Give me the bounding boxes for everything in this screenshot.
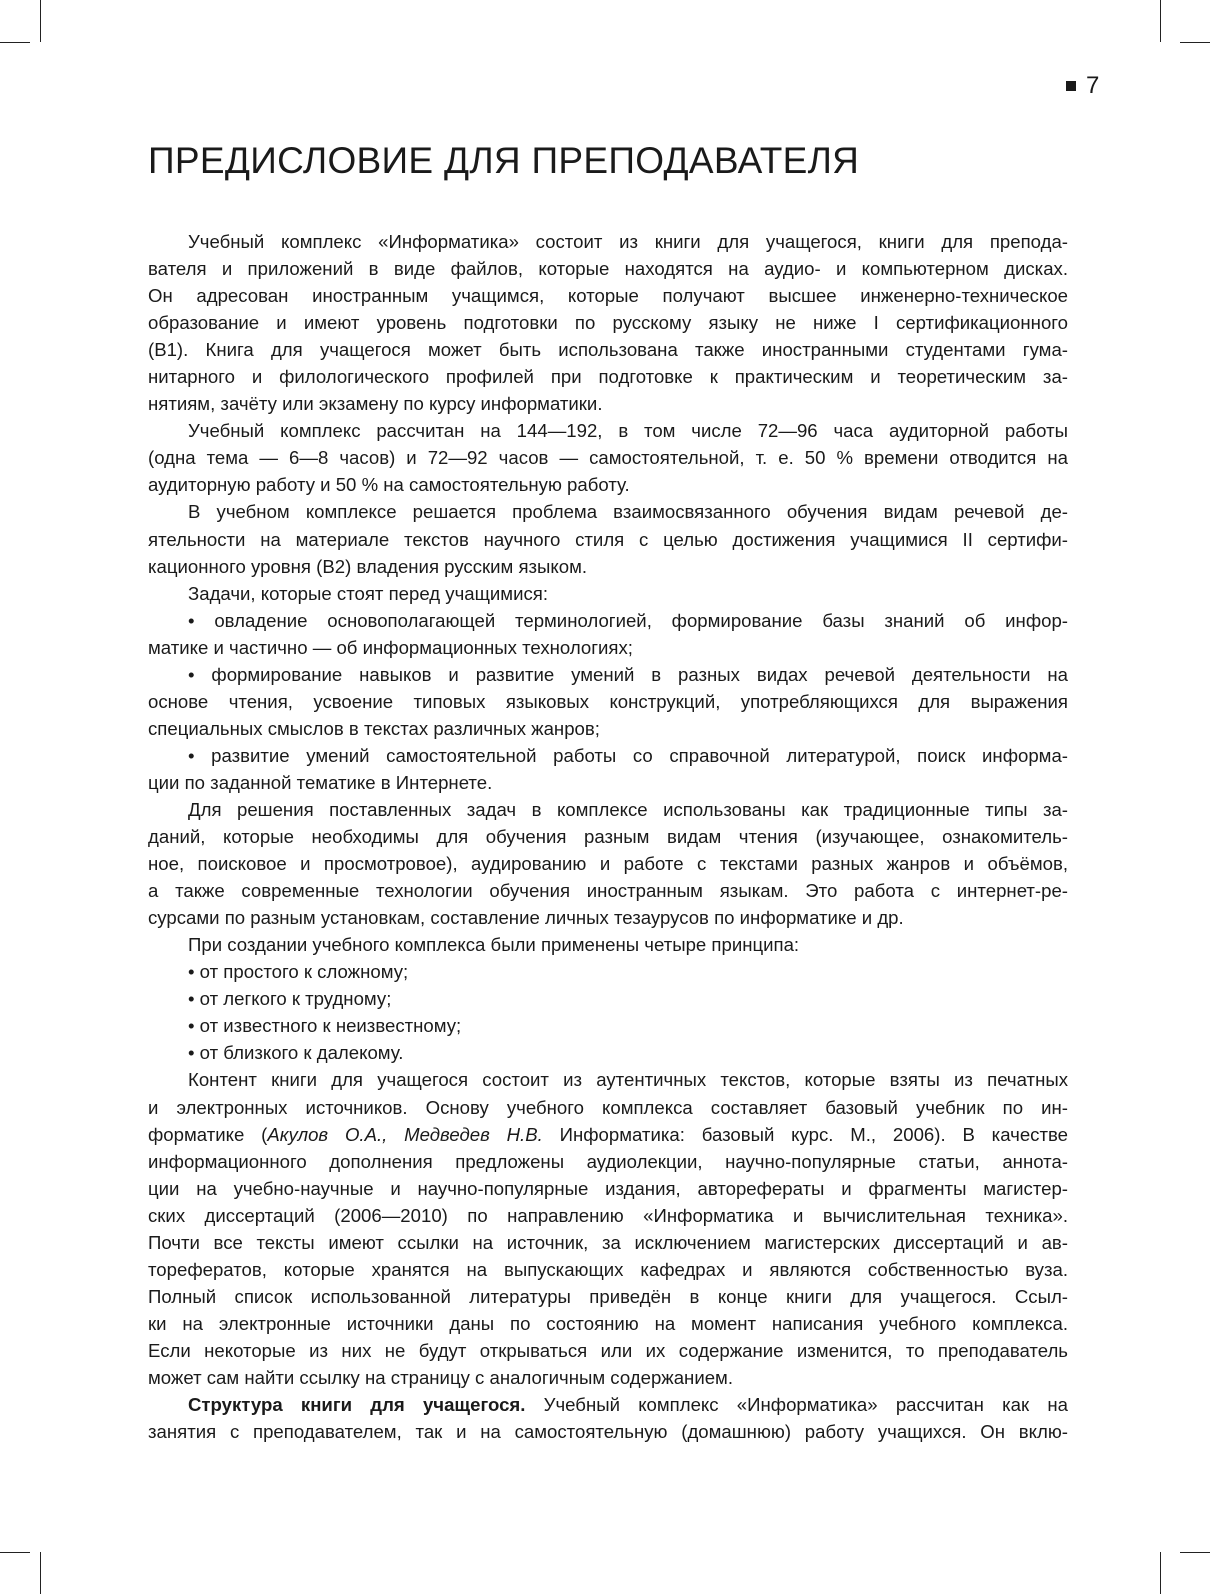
page-number-text: 7: [1086, 72, 1100, 99]
crop-mark: [40, 0, 41, 42]
text-segment: Учебный комплекс «Информатика» рассчитан как на: [525, 1394, 1068, 1416]
text-line: вателя и приложений в виде файлов, которые находятся на аудио- и компьютерном дисках.: [148, 258, 1068, 280]
text-line: торефератов, которые хранятся на выпускающих кафедрах и являются собственностью вуза.: [148, 1258, 1068, 1280]
citation-authors: Акулов О.А., Медведев Н.В.: [267, 1123, 543, 1145]
paragraph: [148, 498, 1068, 579]
crop-mark: [40, 1552, 41, 1594]
paragraph: [148, 796, 1068, 931]
text-line: В учебном комплексе решается проблема взаимосвязанного обучения видам речевой де-: [188, 501, 1068, 523]
text-line: Контент книги для учащегося состоит из аутентичных текстов, которые взяты из печатных: [188, 1069, 1068, 1091]
text-line: • формирование навыков и развитие умений в разных видах речевой деятельности на: [188, 663, 1068, 685]
text-line: • развитие умений самостоятельной работы со справочной литературой, поиск информа-: [188, 744, 1068, 766]
text-line: занятия с преподавателем, так и на самостоятельную (домашнюю) работу учащихся. Он вклю-: [148, 1421, 1068, 1443]
text-line: (В1). Книга для учащегося может быть использована также иностранными студентами гума-: [148, 339, 1068, 361]
text-line: нитарного и филологического профилей при подготовке к практическим и теоретическим за-: [148, 366, 1068, 388]
text-line: (одна тема — 6—8 часов) и 72—92 часов — самостоятельной, т. е. 50 % времени отводится на: [148, 447, 1068, 469]
text-line: ятельности на материале текстов научного стиля с целью достижения учащимися II сертифи-: [148, 528, 1068, 550]
text-line: кационного уровня (В2) владения русским языком.: [148, 555, 588, 577]
text-line: а также современные технологии обучения иностранным языкам. Это работа с интернет-ре-: [148, 880, 1068, 902]
paragraph: [148, 580, 1068, 607]
paragraph: [148, 417, 1068, 498]
paragraph: [148, 1012, 1068, 1039]
text-line: [148, 1121, 1068, 1148]
text-line: • овладение основополагающей терминологией, формирование базы знаний об инфор-: [188, 609, 1068, 631]
text-line: Задачи, которые стоят перед учащимися:: [188, 582, 548, 604]
paragraph: [148, 742, 1068, 796]
text-line: может сам найти ссылку на страницу с аналогичным содержанием.: [148, 1366, 734, 1388]
text-line: ции на учебно-научные и научно-популярные издания, авторефераты и фрагменты магистер-: [148, 1177, 1068, 1199]
text-line: Если некоторые из них не будут открываться или их содержание изменится, то преподаватель: [148, 1339, 1068, 1361]
text-line: нятиям, зачёту или экзамену по курсу информатики.: [148, 393, 603, 415]
text-segment: форматике (: [148, 1123, 268, 1145]
text-line: Учебный комплекс «Информатика» состоит из книги для учащегося, книги для препода-: [188, 231, 1068, 252]
section-lead-heading: Структура книги для учащегося.: [188, 1394, 526, 1416]
text-line: Для решения поставленных задач в комплексе использованы как традиционные типы за-: [188, 798, 1068, 820]
page-title: ПРЕДИСЛОВИЕ ДЛЯ ПРЕПОДАВАТЕЛЯ: [148, 140, 860, 181]
text-line: образование и имеют уровень подготовки по русскому языку не ниже I сертификационного: [148, 312, 1068, 334]
text-line: ции по заданной тематике в Интернете.: [148, 771, 493, 793]
text-line: [148, 1391, 1068, 1418]
crop-mark: [1160, 0, 1161, 42]
text-line: • от близкого к далекому.: [188, 1042, 404, 1064]
crop-mark: [0, 42, 30, 43]
text-line: ки на электронные источники даны по состоянию на момент написания учебного комплекса.: [148, 1312, 1068, 1334]
text-line: • от легкого к трудному;: [188, 988, 392, 1010]
text-line: информационного дополнения предложены аудиолекции, научно-популярные статьи, аннота-: [148, 1150, 1068, 1172]
text-segment: Информатика: базовый курс. М., 2006). В качестве: [542, 1123, 1069, 1145]
paragraph: [148, 661, 1068, 742]
text-line: Он адресован иностранным учащимся, которые получают высшее инженерно-техническое: [148, 285, 1068, 307]
text-line: • от известного к неизвестному;: [188, 1015, 462, 1037]
square-bullet-icon: [1066, 81, 1076, 91]
paragraph: [148, 958, 1068, 985]
paragraph: [148, 1391, 1068, 1445]
paragraph: [148, 607, 1068, 661]
text-line: и электронных источников. Основу учебного комплекса составляет базовый учебник по ин-: [148, 1096, 1068, 1118]
paragraph: [148, 985, 1068, 1012]
paragraph: [148, 228, 1068, 417]
text-line: При создании учебного комплекса были применены четыре принципа:: [188, 934, 800, 956]
text-line: аудиторную работу и 50 % на самостоятельную работу.: [148, 474, 630, 496]
text-line: основе чтения, усвоение типовых языковых конструкций, употребляющихся для выражения: [148, 690, 1068, 712]
crop-mark: [1180, 1552, 1210, 1553]
text-line: Полный список использованной литературы приведён в конце книги для учащегося. Ссыл-: [148, 1285, 1068, 1307]
paragraph: [148, 931, 1068, 958]
text-line: • от простого к сложному;: [188, 961, 409, 983]
paragraph: [148, 1039, 1068, 1066]
crop-mark: [1160, 1552, 1161, 1594]
text-line: матике и частично — об информационных технологиях;: [148, 636, 633, 658]
crop-mark: [1180, 42, 1210, 43]
paragraph: [148, 1066, 1068, 1391]
text-line: Почти все тексты имеют ссылки на источник, за исключением магистерских диссертаций и ав-: [148, 1231, 1068, 1253]
text-line: Учебный комплекс рассчитан на 144—192, в том числе 72—96 часа аудиторной работы: [188, 420, 1068, 442]
text-line: ное, поисковое и просмотровое), аудированию и работе с текстами разных жанров и объёмов,: [148, 853, 1068, 875]
text-line: ских диссертаций (2006—2010) по направлению «Информатика и вычислительная техника».: [148, 1204, 1068, 1226]
text-line: даний, которые необходимы для обучения разным видам чтения (изучающее, ознакомитель-: [148, 826, 1068, 848]
body-text: [148, 228, 1068, 1445]
text-line: сурсами по разным установкам, составление личных тезаурусов по информатике и др.: [148, 907, 904, 929]
crop-mark: [0, 1552, 30, 1553]
text-line: специальных смыслов в текстах различных жанров;: [148, 717, 600, 739]
page-number: [1066, 72, 1099, 100]
